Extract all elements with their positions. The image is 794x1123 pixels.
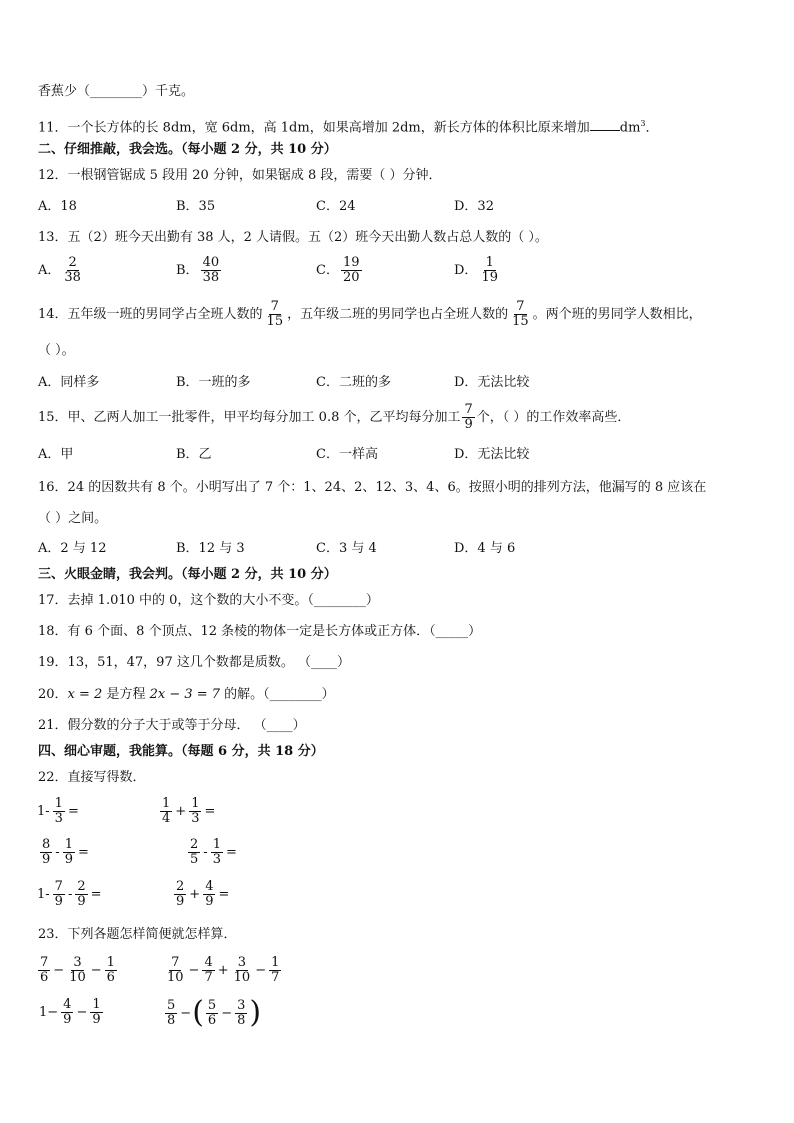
q13-option-c-label: C．: [316, 262, 339, 278]
q12-option-d[interactable]: D．32: [454, 199, 494, 214]
q16-option-b[interactable]: B．12 与 3: [176, 541, 245, 556]
q13-option-d[interactable]: [454, 256, 502, 285]
q20-equation: 2x − 3 = 7: [149, 687, 221, 702]
q14-pre: 14．五年级一班的男同学占全班人数的: [38, 306, 263, 322]
q17: 17．去掉 1.010 中的 0，这个数的大小不变。（________）: [38, 593, 379, 608]
q10-tail: 香蕉少（________）千克。: [38, 84, 195, 99]
q22-expr-1: 1- $\frac{1}{3}$ =: [37, 796, 79, 826]
section-4-title: 四、细心审题，我能算。（每题 6 分，共 18 分）: [38, 744, 324, 759]
q22-expr-6: $\frac{2}{9}$ + $\frac{4}{9}$ =: [176, 879, 230, 909]
q23-expr-2: $\frac{7}{10}$ − $\frac{4}{7}$ + $\frac{3}{10}$ − $\frac{1}{7}$: [167, 955, 280, 985]
q13-option-b-label: B．: [176, 262, 199, 278]
q22-expr-4: $\frac{2}{5}$ - $\frac{1}{3}$ =: [190, 837, 237, 867]
q14-option-b[interactable]: B．一班的多: [176, 375, 251, 390]
section-2-title: 二、仔细推敲，我会选。（每小题 2 分，共 10 分）: [38, 142, 337, 157]
q13-option-c[interactable]: [316, 256, 364, 285]
q14-option-d[interactable]: D．无法比较: [454, 375, 530, 390]
q11-text: 11．一个长方体的长 8dm，宽 6dm，高 1dm，如果高增加 2dm，新长方体的体积比原来增加: [38, 120, 590, 136]
section-3-title: 三、火眼金睛，我会判。（每小题 2 分，共 10 分）: [38, 567, 337, 582]
q14-text: [38, 300, 702, 329]
q22-text: 22．直接写得数．: [38, 770, 146, 785]
q20-post: 的解。（________）: [220, 687, 335, 702]
q11-unit: dm: [619, 120, 641, 136]
q13-option-b[interactable]: [176, 256, 223, 285]
q23-text: 23．下列各题怎样简便就怎样算．: [38, 927, 237, 942]
q20-mid: 是方程: [102, 687, 150, 702]
q14-fraction-1: $\frac{7}{15}$: [266, 299, 284, 329]
q15-option-c[interactable]: C．一样高: [316, 447, 378, 462]
q13-option-c-fraction: $\frac{19}{20}$: [342, 255, 360, 285]
q16-text: 16．24 的因数共有 8 个。小明写出了 7 个：1、24、2、12、3、4、6。按照小明的排列方法，他漏写的 8 应该在: [38, 480, 707, 495]
q14-option-c[interactable]: C．二班的多: [316, 375, 391, 390]
q14-post: 。两个班的男同学人数相比，: [532, 306, 702, 322]
q15-text: [38, 403, 630, 432]
q20-math: x = 2: [67, 687, 103, 702]
q14-option-a[interactable]: A．同样多: [38, 375, 100, 390]
q22-expr-3: $\frac{8}{9}$ - $\frac{1}{9}$ =: [42, 837, 89, 867]
q11: [38, 116, 659, 136]
q20: [38, 687, 335, 703]
q12-text: 12．一根钢管锯成 5 段用 20 分钟，如果锯成 8 段，需要（ ）分钟．: [38, 168, 442, 183]
q23-expr-3: 1− $\frac{4}{9}$ − $\frac{1}{9}$: [39, 997, 101, 1027]
q18: 18．有 6 个面、8 个顶点、12 条棱的物体一定是长方体或正方体．（_____）: [38, 624, 482, 639]
q13-option-a[interactable]: [38, 256, 85, 285]
q13-option-a-label: A．: [38, 262, 61, 278]
q13-option-d-fraction: $\frac{1}{19}$: [481, 255, 498, 285]
q16-option-d[interactable]: D．4 与 6: [454, 541, 516, 556]
q22-expr-2: $\frac{1}{4}$ + $\frac{1}{3}$ =: [162, 796, 216, 826]
q13-option-b-fraction: $\frac{40}{38}$: [202, 255, 220, 285]
q14-mid: ，五年级二班的男同学也占全班人数的: [287, 306, 509, 322]
q15-post: 个，（ ）的工作效率高些．: [476, 409, 631, 425]
q15-option-d[interactable]: D．无法比较: [454, 447, 530, 462]
q20-pre: 20．: [38, 687, 68, 702]
q19: 19．13，51，47，97 这几个数都是质数。 （____）: [38, 655, 350, 670]
q13-option-d-label: D．: [454, 262, 478, 278]
q21: 21．假分数的分子大于或等于分母． （____）: [38, 718, 306, 733]
q14-line2: （ ）。: [38, 343, 75, 358]
q23-expr-1: $\frac{7}{6}$ − $\frac{3}{10}$ − $\frac{1}{6}$: [40, 955, 115, 985]
q11-sup: 3: [640, 119, 646, 128]
q15-option-b[interactable]: B．乙: [176, 447, 212, 462]
q16-option-a[interactable]: A．2 与 12: [38, 541, 107, 556]
q12-option-b[interactable]: B．35: [176, 199, 216, 214]
q12-option-c[interactable]: C．24: [316, 199, 356, 214]
q15-option-a[interactable]: A．甲: [38, 447, 74, 462]
q15-fraction: $\frac{7}{9}$: [464, 402, 473, 432]
q14-fraction-2: $\frac{7}{15}$: [512, 299, 529, 329]
q13-option-a-fraction: $\frac{2}{38}$: [64, 255, 81, 285]
q11-blank: [590, 118, 620, 131]
q16-option-c[interactable]: C．3 与 4: [316, 541, 377, 556]
q16-line2: （ ）之间。: [38, 511, 108, 526]
q22-expr-5: 1- $\frac{7}{9}$ - $\frac{2}{9}$ =: [37, 879, 102, 909]
q12-option-a[interactable]: A．18: [38, 199, 77, 214]
q13-text: 13．五（2）班今天出勤有 38 人，2 人请假。五（2）班今天出勤人数占总人数的（ ）。: [38, 230, 548, 245]
q15-pre: 15．甲、乙两人加工一批零件，甲平均每分加工 0.8 个，乙平均每分加工: [38, 409, 461, 425]
q23-expr-4: $\frac{5}{8}$ − ( $\frac{5}{6}$ − $\frac{3}{8}$ ): [167, 995, 262, 1030]
q11-end: ．: [645, 120, 659, 136]
